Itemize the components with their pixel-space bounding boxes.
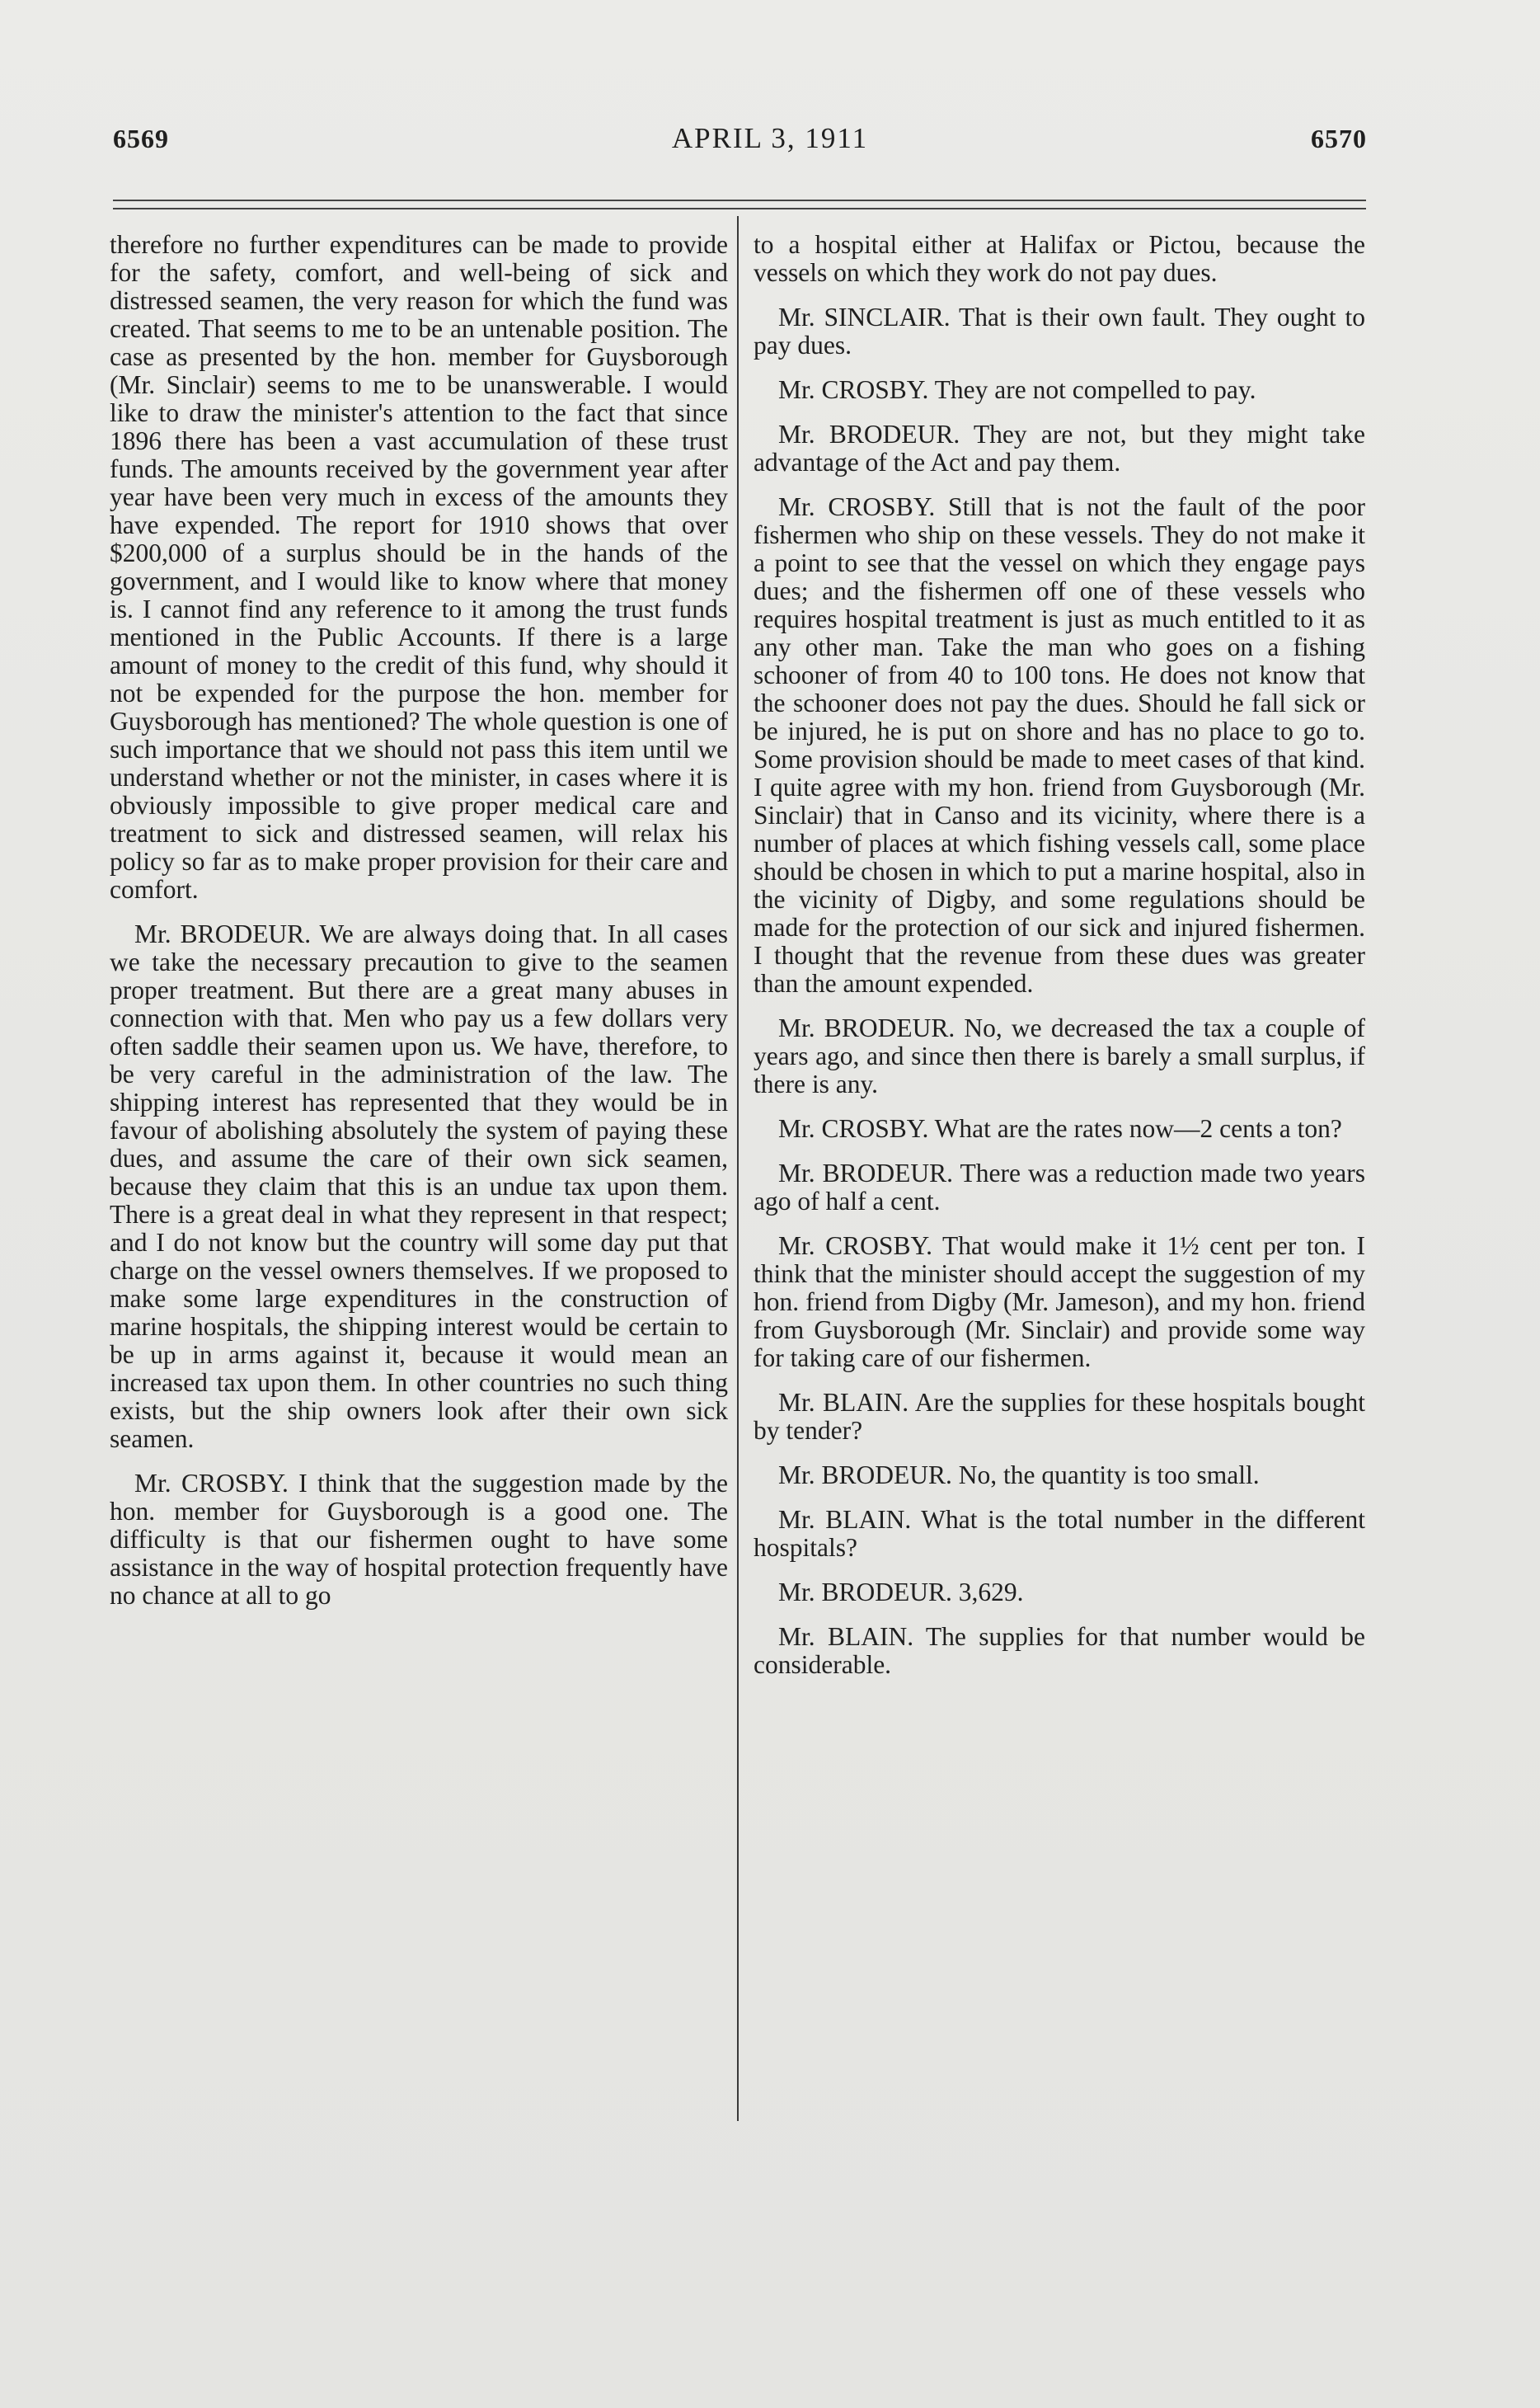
header-rule-bottom [113, 208, 1366, 209]
paragraph: Mr. BLAIN. What is the total number in the different hospitals? [754, 1505, 1365, 1562]
paragraph: Mr. CROSBY. What are the rates now—2 cents a ton? [778, 1114, 1342, 1143]
paragraph: Mr. CROSBY. I think that the suggestion made by the hon. member for Guysborough is a good one. The difficulty is that our fishermen ought to have some assistance in the way of hospital protection frequently have no chance at all to go [110, 1469, 728, 1610]
left-column [110, 231, 728, 1626]
paragraph: Mr. CROSBY. Still that is not the fault of the poor fishermen who ship on these vessels. They do not make it a point to see that the vessel on which they engage pays dues; and the fishermen off one of these vessels who requires hospital treatment is just as much entitled to it as any other man. Take the man who goes on a fishing schooner of from 40 to 100 tons. He does not know that the schooner does not pay the dues. Should he fall sick or be injured, he is put on shore and has no place to go to. Some provision should be made to meet cases of that kind. I quite agree with my hon. friend from Guysborough (Mr. Sinclair) that in Canso and its vicinity, where there is a number of places at which fishing vessels call, some place should be chosen in which to put a marine hospital, also in the vicinity of Digby, and some regulations should be made for the protection of our sick and injured fishermen. I thought that the revenue from these dues was greater than the amount expended. [754, 492, 1365, 998]
paragraph: Mr. CROSBY. That would make it 1½ cent per ton. I think that the minister should accept the suggestion of my hon. friend from Digby (Mr. Jameson), and my hon. friend from Guysborough (Mr. Sinclair) and provide some way for taking care of our fishermen. [754, 1231, 1365, 1372]
paragraph: therefore no further expenditures can be made to provide for the safety, comfort, and well-being of sick and distressed seamen, the very reason for which the fund was created. That seems to me to be an untenable position. The case as presented by the hon. member for Guysborough (Mr. Sinclair) seems to me to be unanswerable. I would like to draw the minister's attention to the fact that since 1896 there has been a vast accumulation of these trust funds. The amounts received by the government year after year have been very much in excess of the amounts they have expended. The report for 1910 shows that over $200,000 of a surplus should be in the hands of the government, and I would like to know where that money is. I cannot find any reference to it among the trust funds mentioned in the Public Accounts. If there is a large amount of money to the credit of this fund, why should it not be expended for the purpose the hon. member for Guysborough has mentioned? The whole question is one of such importance that we should not pass this item until we understand whether or not the minister, in cases where it is obviously impossible to give proper medical care and treatment to sick and distressed seamen, will relax his policy so far as to make proper provision for their care and comfort. [110, 230, 728, 904]
paragraph: Mr. BRODEUR. No, we decreased the tax a couple of years ago, and since then there is barely a small surplus, if there is any. [754, 1014, 1365, 1098]
page-date-header: APRIL 3, 1911 [671, 122, 869, 154]
paragraph: Mr. BLAIN. The supplies for that number would be considerable. [754, 1622, 1365, 1679]
paragraph: Mr. BRODEUR. No, the quantity is too small. [778, 1460, 1260, 1489]
paragraph: Mr. CROSBY. They are not compelled to pay. [778, 375, 1256, 404]
header-rule-top [113, 200, 1366, 201]
paragraph: Mr. BRODEUR. There was a reduction made two years ago of half a cent. [754, 1159, 1365, 1216]
paragraph: Mr. BRODEUR. 3,629. [778, 1578, 1024, 1606]
paragraph: Mr. BRODEUR. We are always doing that. In all cases we take the necessary precaution to give to the seamen proper treatment. But there are a great many abuses in connection with that. Men who pay us a few dollars very often saddle their seamen upon us. We have, therefore, to be very careful in the administration of the law. The shipping interest has represented that they would be in favour of abolishing absolutely the system of paying these dues, and assume the care of their own sick seamen, because they claim that this is an undue tax upon them. There is a great deal in what they represent in that respect; and I do not know but the country will some day put that charge on the vessel owners themselves. If we proposed to make some large expenditures in the construction of marine hospitals, the shipping interest would be certain to be up in arms against it, because it would mean an increased tax upon them. In other countries no such thing exists, but the ship owners look after their own sick seamen. [110, 919, 728, 1453]
paragraph: Mr. BRODEUR. They are not, but they might take advantage of the Act and pay them. [754, 420, 1365, 477]
column-divider [737, 216, 739, 2121]
paragraph: to a hospital either at Halifax or Pictou, because the vessels on which they work do not pay dues. [754, 230, 1365, 287]
paragraph: Mr. BLAIN. Are the supplies for these hospitals bought by tender? [754, 1388, 1365, 1445]
right-column [754, 231, 1365, 1695]
left-page-number: 6569 [113, 124, 169, 153]
paragraph: Mr. SINCLAIR. That is their own fault. They ought to pay dues. [754, 303, 1365, 360]
right-page-number: 6570 [1311, 124, 1367, 153]
